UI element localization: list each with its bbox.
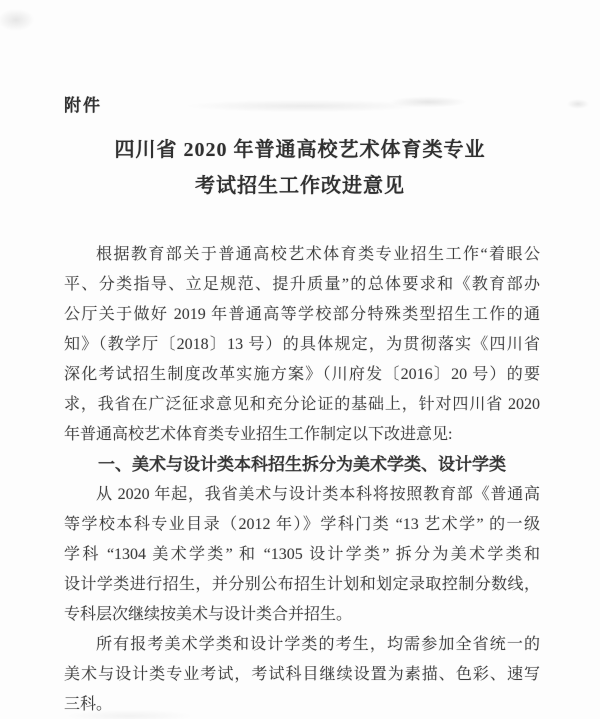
paragraph-1-line-2: 平、分类指导、立足规范、提升质量”的总体要求和《教育部办 [64, 276, 540, 293]
attachment-label: 附件 [64, 96, 102, 115]
document-title-line-2: 考试招生工作改进意见 [195, 175, 405, 197]
paragraph-3-line-3: 三科。 [64, 696, 113, 713]
paragraph-1-line-4: 知》（教学厅〔2018〕13 号）的具体规定，为贯彻落实《四川省 [64, 336, 540, 353]
paragraph-2-line-4: 设计学类进行招生，并分别公布招生计划和划定录取控制分数线， [64, 576, 540, 593]
paragraph-1-line-3: 公厅关于做好 2019 年普通高等学校部分特殊类型招生工作的通 [64, 306, 540, 323]
paragraph-1-line-1: 根据教育部关于普通高校艺术体育类专业招生工作“着眼公 [96, 246, 540, 263]
document-body [64, 240, 540, 719]
section-heading-1: 一、美术与设计类本科招生拆分为美术学类、设计学类 [98, 455, 506, 474]
paragraph-3-line-1: 所有报考美术学类和设计学类的考生，均需参加全省统一的 [96, 636, 540, 653]
paragraph-2-line-3: 学科 “1304 美术学类” 和 “1305 设计学类” 拆分为美术学类和 [64, 546, 540, 563]
paragraph-1-line-5: 深化考试招生制度改革实施方案》（川府发〔2016〕20 号）的要 [64, 366, 540, 383]
paragraph-3-line-2: 美术与设计类专业考试，考试科目继续设置为素描、色彩、速写 [64, 666, 540, 683]
document-title-line-1: 四川省 2020 年普通高校艺术体育类专业 [114, 139, 486, 161]
paragraph-2-line-5: 专科层次继续按美术与设计类合并招生。 [64, 606, 353, 623]
paragraph-2-line-1: 从 2020 年起，我省美术与设计类本科将按照教育部《普通高 [96, 486, 540, 503]
paragraph-1-line-6: 求，我省在广泛征求意见和充分论证的基础上，针对四川省 2020 [64, 396, 540, 413]
paragraph-1-line-7: 年普通高校艺术体育类专业招生工作制定以下改进意见: [64, 426, 453, 443]
paragraph-2-line-2: 等学校本科专业目录（2012 年）》学科门类 “13 艺术学” 的一级 [64, 516, 540, 533]
